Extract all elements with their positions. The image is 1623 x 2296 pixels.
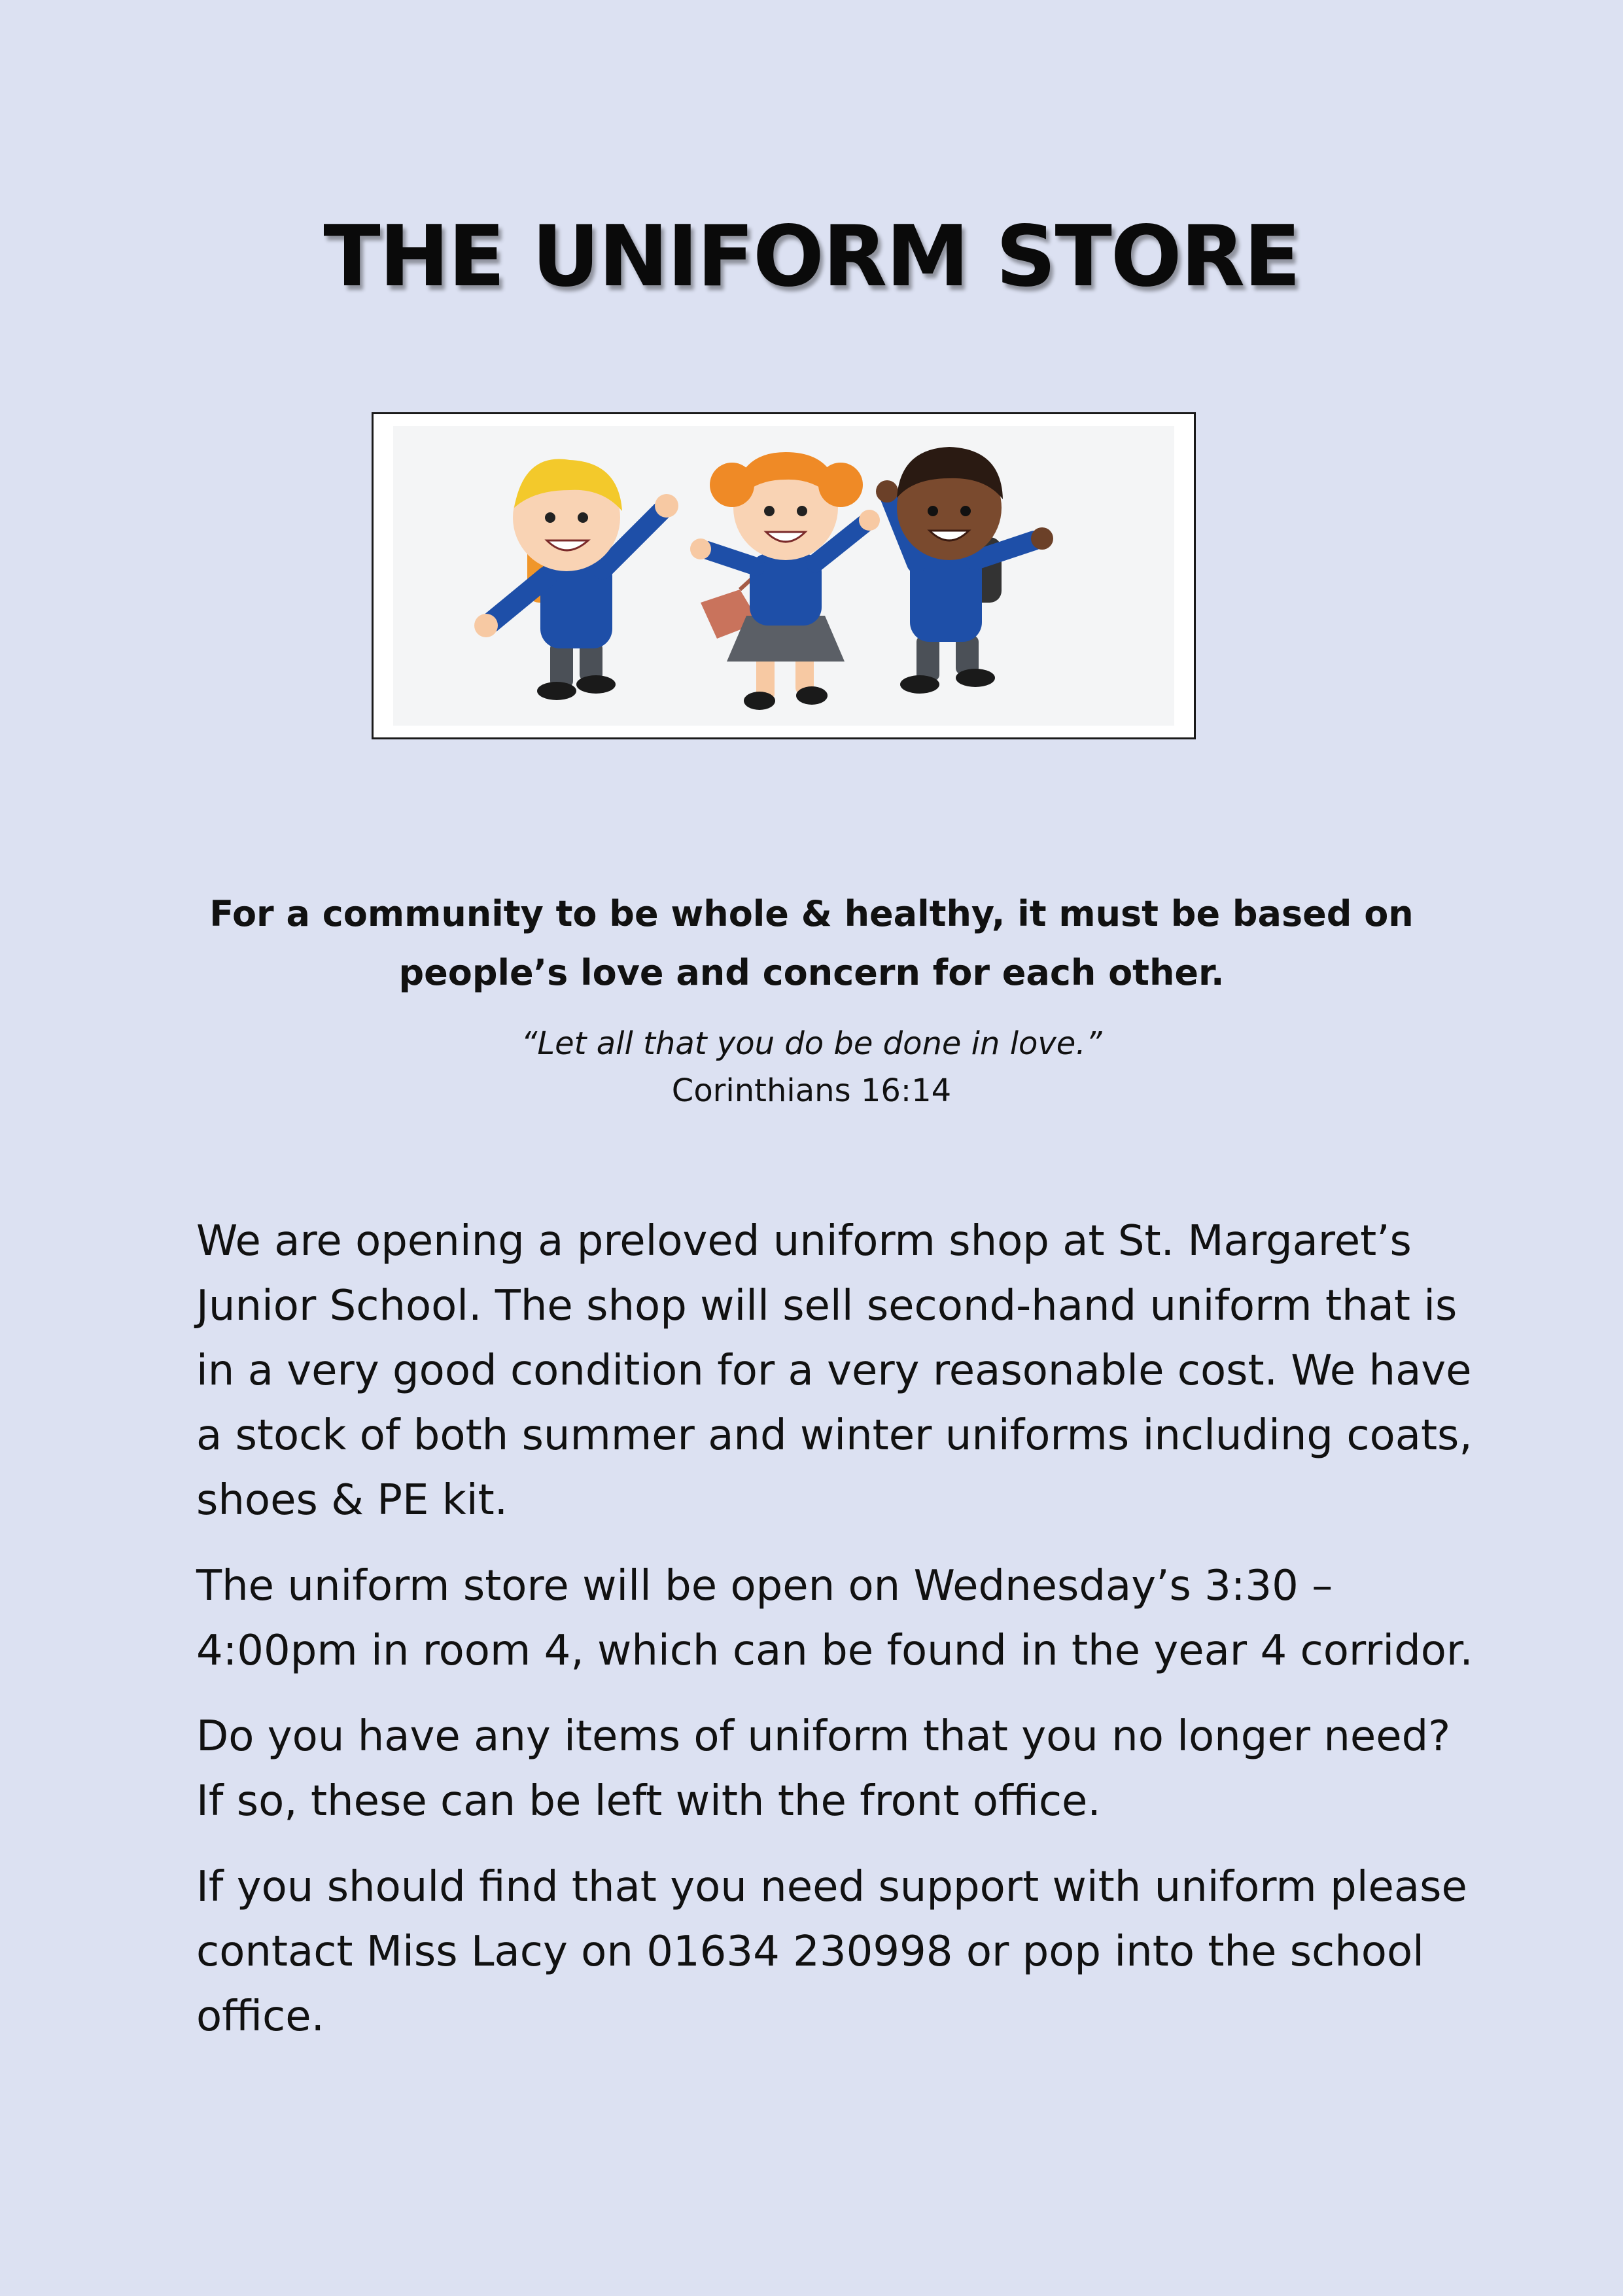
- paragraph-donations: Do you have any items of uniform that you no longer need? If so, these can be left with the front office.: [196, 1712, 1451, 1826]
- page-title: THE UNIFORM STORE: [323, 208, 1300, 306]
- bible-citation: Corinthians 16:14: [671, 1072, 952, 1109]
- child-boy-blond: [474, 459, 678, 700]
- paragraph-opening-times: The uniform store will be open on Wednesday’s 3:30 – 4:00pm in room 4, which can be found in the year 4 corridor.: [196, 1562, 1473, 1675]
- bible-quote: “Let all that you do be done in love.”: [521, 1025, 1102, 1062]
- body-text: [196, 1209, 1478, 2070]
- children-illustration: [393, 426, 1174, 726]
- paragraph-support-contact: If you should find that you need support with uniform please contact Miss Lacy on 01634 230998 or pop into the school office.: [196, 1863, 1467, 2041]
- motto-text: For a community to be whole & healthy, it must be based on people’s love and concern for each other.: [209, 893, 1414, 993]
- illustration-frame: [372, 412, 1196, 739]
- child-boy-dark: [876, 447, 1053, 694]
- children-illustration-icon: [393, 426, 1174, 726]
- paragraph-intro: We are opening a preloved uniform shop at St. Margaret’s Junior School. The shop will sell second-hand uniform that is in a very good condition for a very reasonable cost. We have a stock of both summer and winter uniforms including coats, shoes & PE kit.: [196, 1217, 1473, 1525]
- child-girl-ginger: [690, 452, 880, 710]
